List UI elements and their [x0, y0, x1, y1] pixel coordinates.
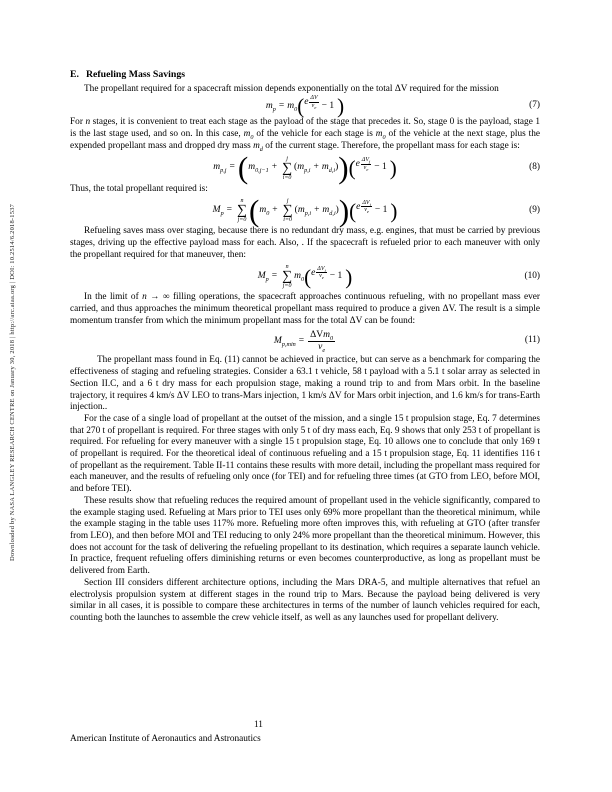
section-title: Refueling Mass Savings [85, 69, 186, 80]
paragraph-intro: The propellant required for a spacecraft mission depends exponentially on the total ΔV required for the mission [84, 83, 499, 94]
download-watermark: Downloaded by NASA LANGLEY RESEARCH CENTRE on January 30, 2018 | http://arc.aiaa.org | DOI: 10.2514/6.2018-1537 [9, 203, 16, 561]
fraction: ΔVm$_0$ $v_e$ [310, 330, 334, 354]
equation-number: (7) [529, 100, 540, 111]
equation-number: (9) [529, 204, 540, 215]
equation-11-body: $M_{p,min}$ = ΔVm$_0$ $v_e$ [273, 330, 334, 354]
paragraph-benchmark: The propellant mass found in Eq. (11) cannot be achieved in practice, but can serve as a benchmark for comparing the effectiveness of staging and refueling strategies. Consider a 63.1 t vehicle, 58 t payload with a 5.1 t solar array as selected in Section II.C, and a 6 t dry mass for each propulsion stage, making a round trip to and from Mars orbit. In the baseline trajectory, it requires 4 km/s ΔV LEO to trans-Mars injection, 1 km/s ΔV for Mars orbit injection, and 1.6 km/s for trans-Earth injection.. [70, 355, 540, 413]
equation-8 [70, 150, 540, 186]
equation-7 [70, 94, 540, 119]
page-number: 11 [254, 720, 263, 730]
equation-10 [70, 264, 540, 289]
equation-number: (8) [529, 162, 540, 173]
equation-9-body: $M_p$ = n ∑ j=0 ( $m_0$ + j ∑ i=0 ( $m_{p,i}$ + $m_{d,i}$ ) ) ( e $\Delta V_j$ $v_e$ − 1 ) [212, 192, 398, 228]
equation-number: (11) [524, 335, 540, 346]
paragraph-results: These results show that refueling reduces the required amount of propellant used in the vehicle significantly, compared to the example staging used. Refueling at Mars prior to TEI uses only 69% more propellant than the theoretical minimum, while the example staging in the table uses 117% more. Refueling more often improves this, with refueling at GTO (after transfer from LEO), and then before MOI and TEI reducing to only 24% more propellant than the theoretical minimum. However, this does not account for the task of delivering the refueling propellant to its destination, which requires a separate launch vehicle. In practice, frequent refueling offers diminishing returns or even becomes counterproductive, as long as propellant must be delivered from Earth. [70, 495, 540, 577]
paragraph-single-load: For the case of a single load of propellant at the outset of the mission, and a single 15 t propulsion stage, Eq. 7 determines that 270 t of propellant is required. For three stages with only 5 t of dry mass each, Eq. 9 shows that only 253 t of propellant is required. For refueling for every maneuver with a single 15 t propulsion stage, Eq. 10 allows one to conclude that only 169 t of propellant is required. For the theoretical ideal of continuous refueling and a 15 t propulsion stage, Eq. 11 identifies 116 t of propellant as the requirement. Table II-11 contains these results with more detail, including the propellant mass required for each maneuver, and the results of refueling only once (for TEI) and for refueling three times (at GTO from LEO, before MOI, and before TEI). [70, 413, 540, 495]
equation-11 [70, 330, 540, 352]
equation-number: (10) [524, 270, 540, 281]
summation: j ∑ i=0 [282, 155, 293, 181]
section-label: E. [70, 69, 79, 80]
section-heading [70, 69, 540, 81]
paragraph-section3: Section III considers different architecture options, including the Mars DRA-5, and multiple alternatives that refuel an electrolysis propulsion system at different stages in the round trip to Mars. Because the payload being delivered is very similar in all cases, it is possible to compare these architectures in terms of the number of launch vehicles required for each, counting both the launches to assemble the crew vehicle itself, as well as any launches used for propellant delivery. [70, 577, 540, 623]
equation-9 [70, 192, 540, 228]
footer-text: American Institute of Aeronautics and Astronautics [70, 734, 261, 744]
paragraph-stages: For n stages, it is convenient to treat each stage as the payload of the stage that precedes it. So, stage 0 is the payload, stage 1 is the last stage used, and so on. In this case, $m_0$ of the vehicle for each stage is $m_0$ of the vehicle at the next stage, plus the expended propellant mass and dropped dry mass $m_d$ of the current stage. Therefore, the propellant mass for each stage is: [70, 117, 541, 153]
equation-10-body: $M_p$ = n ∑ j=0 $m_0$ ( e $\Delta V_j$ $v_e$ − 1 ) [257, 264, 353, 290]
equation-7-body: $m_p$ = $m_0$ ( e $\frac{\Delta V}{v_e}$ − 1 ) [265, 94, 345, 119]
summation: j ∑ i=0 [282, 198, 293, 224]
paragraph-total: Thus, the total propellant required is: [70, 183, 208, 194]
paragraph-limit: In the limit of n → ∞ filling operations, the spacecraft approaches continuous refueling, with no propellant mass ever carried, and thus approaches the minimum theoretical propellant mass required to produce a given ΔV. The result is a simple momentum transfer from which the minimum propellant mass for the total ΔV can be found: [70, 292, 540, 326]
summation: n ∑ j=0 [237, 198, 247, 224]
paragraph-refueling: Refueling saves mass over staging, because there is no redundant dry mass, e.g. engines, that must be carried by previous stages, driving up the effective payload mass for each. Also, . If the spacecraft is refueled prior to each maneuver with only the propellant required for that maneuver, then: [70, 226, 540, 260]
equation-8-body: $m_{p,j}$ = ( $m_{0,j-1}$ + j ∑ i=0 ( $m_{p,i}$ + $m_{d,i}$ ) ) ( e $\Delta V_j$ $v_e$ − 1 ) [213, 150, 397, 186]
summation: n ∑ j=0 [282, 264, 293, 290]
paper-body [70, 69, 540, 625]
